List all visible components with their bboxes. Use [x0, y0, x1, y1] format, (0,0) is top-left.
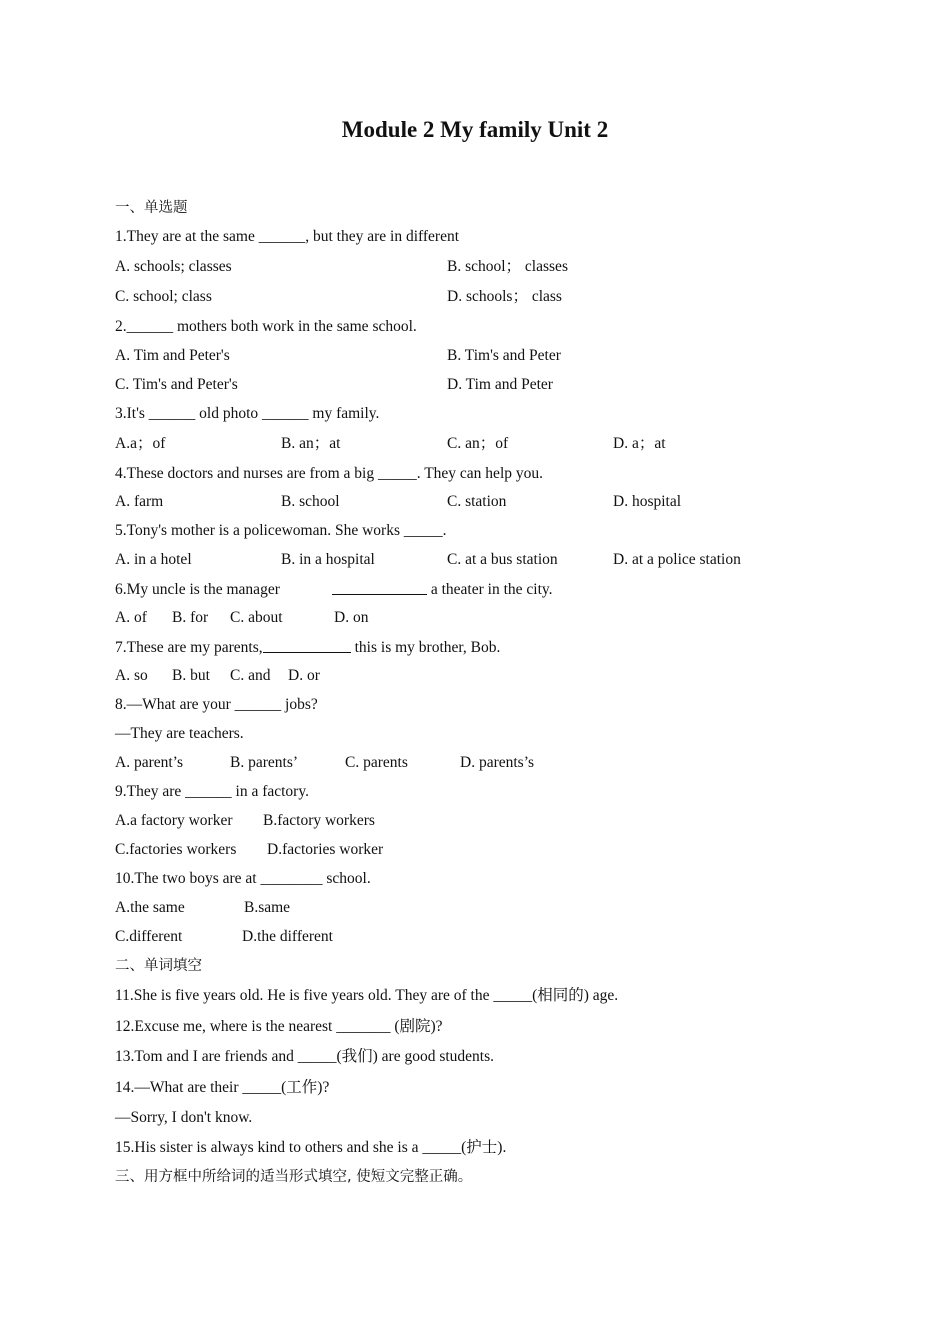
- fill-question: 11.She is five years old. He is five years old. They are of the _____(相同的) age.: [115, 987, 619, 1004]
- question-stem: 10.The two boys are at ________ school.: [115, 870, 371, 887]
- option: C. about: [230, 609, 283, 626]
- question-stem: [115, 637, 500, 658]
- option: D. hospital: [613, 493, 682, 510]
- option: C. an；of: [447, 435, 509, 452]
- stem-text: a theater in the city.: [430, 581, 553, 598]
- option: C. at a bus station: [447, 551, 558, 568]
- section-heading: 三、用方框中所给词的适当形式填空, 使短文完整正确。: [115, 1169, 473, 1185]
- fill-question: 12.Excuse me, where is the nearest _______ (剧院)?: [115, 1018, 443, 1035]
- option: A. of: [115, 609, 147, 626]
- question-reply: —They are teachers.: [115, 725, 244, 742]
- option: B. but: [172, 667, 210, 684]
- option: C.factories workers: [115, 841, 237, 858]
- option: A.a factory worker: [115, 812, 233, 829]
- stem-text: 7.These are my parents,: [115, 639, 263, 656]
- option: A.a；of: [115, 435, 166, 452]
- option: D. Tim and Peter: [447, 376, 553, 393]
- option: B.same: [244, 899, 291, 916]
- option: D.the different: [242, 928, 333, 945]
- option: D.factories worker: [267, 841, 384, 858]
- question-stem: 1.They are at the same ______, but they are in different: [115, 228, 460, 245]
- option: A. Tim and Peter's: [115, 347, 230, 364]
- option: B. an；at: [281, 435, 341, 452]
- option: C. Tim's and Peter's: [115, 376, 238, 393]
- option: D. on: [334, 609, 369, 626]
- option: B. parents’: [230, 754, 299, 771]
- option: A. in a hotel: [115, 551, 192, 568]
- section-heading: 二、单词填空: [115, 958, 202, 974]
- option: B. school； classes: [447, 258, 568, 275]
- page-title: Module 2 My family Unit 2: [341, 117, 609, 142]
- option: C. parents: [345, 754, 408, 771]
- question-stem: 3.It's ______ old photo ______ my family.: [115, 405, 380, 422]
- question-stem: 5.Tony's mother is a policewoman. She works _____.: [115, 522, 447, 539]
- fill-question: 13.Tom and I are friends and _____(我们) are good students.: [115, 1048, 495, 1065]
- option: D. or: [288, 667, 320, 684]
- option: A. schools; classes: [115, 258, 232, 275]
- option: D. parents’s: [460, 754, 535, 771]
- option: A. parent’s: [115, 754, 184, 771]
- stem-text: this is my brother, Bob.: [354, 639, 501, 656]
- option: B. Tim's and Peter: [447, 347, 561, 364]
- answer-blank: [332, 579, 427, 595]
- option: C. school; class: [115, 288, 212, 305]
- fill-question: 14.—What are their _____(工作)?: [115, 1079, 330, 1096]
- option: D. a；at: [613, 435, 666, 452]
- question-stem: [115, 579, 553, 600]
- question-stem: 9.They are ______ in a factory.: [115, 783, 309, 800]
- option: A. farm: [115, 493, 164, 510]
- option: A. so: [115, 667, 148, 684]
- fill-question: 15.His sister is always kind to others and she is a _____(护士).: [115, 1139, 507, 1156]
- option: B. in a hospital: [281, 551, 375, 568]
- question-stem: 8.—What are your ______ jobs?: [115, 696, 318, 713]
- option: C.different: [115, 928, 183, 945]
- option: B. for: [172, 609, 209, 626]
- option: C. station: [447, 493, 507, 510]
- question-stem: 2.______ mothers both work in the same school.: [115, 318, 417, 335]
- answer-blank: [263, 637, 351, 653]
- fill-reply: —Sorry, I don't know.: [115, 1109, 253, 1126]
- option: B. school: [281, 493, 340, 510]
- question-stem: 4.These doctors and nurses are from a big _____. They can help you.: [115, 465, 543, 482]
- option: C. and: [230, 667, 271, 684]
- stem-text: 6.My uncle is the manager: [115, 581, 280, 598]
- option: D. schools； class: [447, 288, 562, 305]
- option: D. at a police station: [613, 551, 741, 568]
- option: B.factory workers: [263, 812, 375, 829]
- option: A.the same: [115, 899, 185, 916]
- section-heading: 一、单选题: [115, 200, 188, 216]
